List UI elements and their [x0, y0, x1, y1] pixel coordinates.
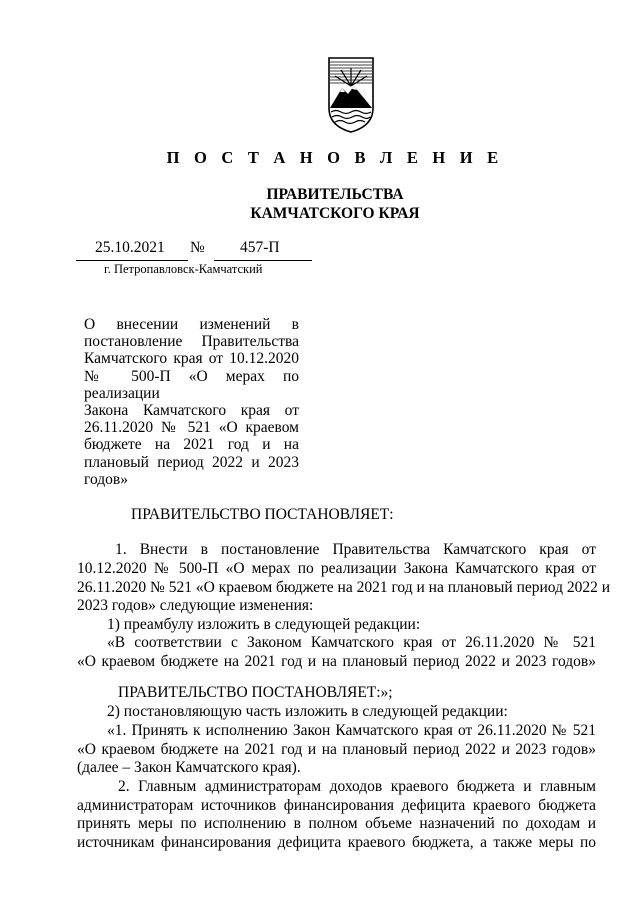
decree-phrase: ПРАВИТЕЛЬСТВО ПОСТАНОВЛЯЕТ: — [131, 506, 394, 523]
body-line: принять меры по исполнению в полном объеме назначений по доходам и — [77, 815, 596, 832]
document-date: 25.10.2021 — [95, 239, 165, 256]
body-line: «В соответствии с Законом Камчатского края от 26.11.2020 № 521 — [107, 634, 596, 651]
body-line: «О краевом бюджете на 2021 год и на плановый период 2022 и 2023 годов» — [77, 741, 596, 758]
heading-line: № 500-П «О мерах по реализации — [84, 367, 299, 402]
body-line: 2023 годов» следующие изменения: — [77, 597, 314, 614]
heading-line: постановление Правительства — [84, 333, 299, 351]
body-line: «1. Принять к исполнению Закон Камчатского края от 26.11.2020 № 521 — [107, 722, 596, 739]
heading-line: О внесении изменений в — [84, 316, 299, 333]
body-line: (далее – Закон Камчатского края). — [77, 759, 301, 776]
number-sign: № — [190, 239, 205, 256]
document-number: 457-П — [240, 239, 280, 256]
kamchatka-coat-of-arms-icon — [326, 56, 376, 134]
body-line: 26.11.2020 № 521 «О краевом бюджете на 2021 год и на плановый период 2022 и — [77, 579, 611, 596]
authority-line-2: КАМЧАТСКОГО КРАЯ — [250, 205, 420, 222]
number-underline — [214, 260, 312, 261]
document-heading — [84, 316, 299, 488]
body-line: 10.12.2020 № 500-П «О мерах по реализации Закона Камчатского края от — [77, 560, 596, 577]
heading-line: 26.11.2020 № 521 «О краевом — [84, 419, 299, 437]
body-line: «О краевом бюджете на 2021 год и на плановый период 2022 и 2023 годов» — [77, 653, 596, 670]
heading-line: бюджете на 2021 год и на — [84, 436, 299, 454]
body-line: администраторам источников финансирования дефицита краевого бюджета — [77, 797, 596, 814]
body-line: 1) преамбулу изложить в следующей редакции: — [107, 616, 421, 633]
heading-line: Закона Камчатского края от — [84, 402, 299, 420]
body-line: источникам финансирования дефицита краевого бюджета, а также меры по — [77, 834, 596, 851]
body-line: ПРАВИТЕЛЬСТВО ПОСТАНОВЛЯЕТ:»; — [118, 684, 393, 701]
body-line: 2) постановляющую часть изложить в следующей редакции: — [107, 703, 508, 720]
heading-line: плановый период 2022 и 2023 — [84, 453, 299, 471]
body-line: 1. Внести в постановление Правительства Камчатского края от — [115, 541, 596, 558]
city-name: г. Петропавловск-Камчатский — [104, 262, 263, 276]
body-line: 2. Главным администраторам доходов краевого бюджета и главным — [118, 778, 596, 795]
heading-line: Камчатского края от 10.12.2020 — [84, 350, 299, 368]
date-underline — [76, 260, 188, 261]
document-type-title: П О С Т А Н О В Л Е Н И Е — [166, 148, 504, 167]
authority-line-1: ПРАВИТЕЛЬСТВА — [266, 186, 404, 203]
heading-line: годов» — [84, 470, 128, 488]
